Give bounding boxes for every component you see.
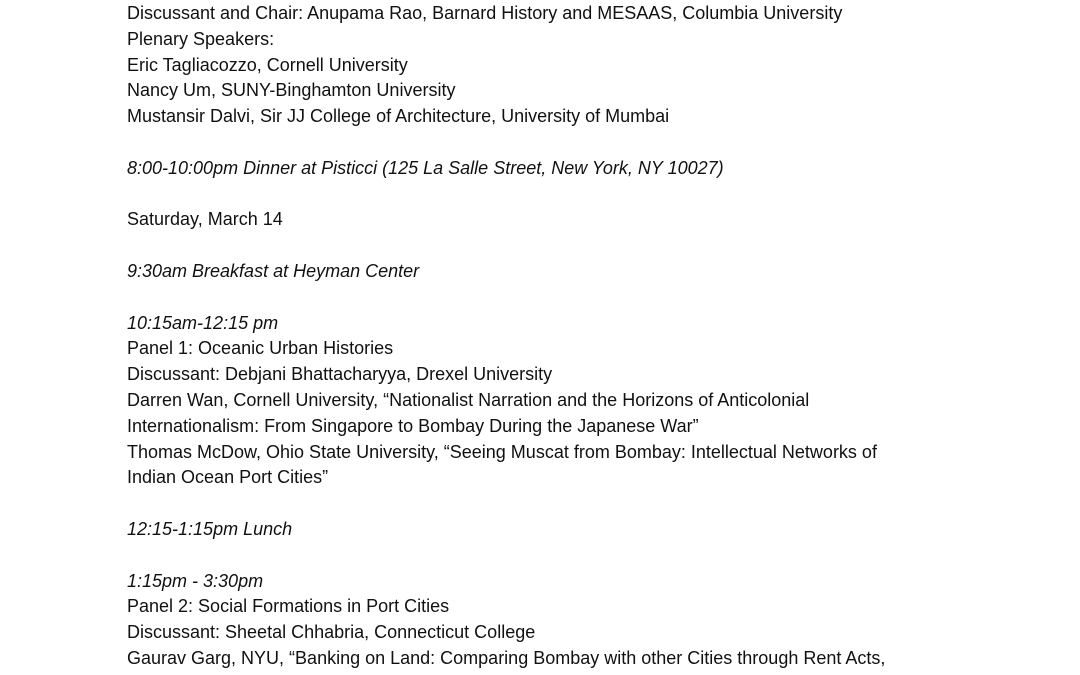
plenary-speaker: Mustansir Dalvi, Sir JJ College of Architecture, University of Mumbai <box>127 106 670 127</box>
document-page <box>127 1 1067 672</box>
panel1-title: Panel 1: Oceanic Urban Histories <box>127 338 394 359</box>
panel2-title: Panel 2: Social Formations in Port Cities <box>127 596 450 617</box>
discussant-chair-line: Discussant and Chair: Anupama Rao, Barnard History and MESAAS, Columbia University <box>127 3 843 23</box>
plenary-speakers-heading: Plenary Speakers: <box>127 28 275 49</box>
day-heading: Saturday, March 14 <box>127 209 283 230</box>
breakfast-line: 9:30am Breakfast at Heyman Center <box>127 260 420 281</box>
panel1-paper2-line2: Indian Ocean Port Cities” <box>127 467 329 488</box>
dinner-line: 8:00-10:00pm Dinner at Pisticci (125 La Salle Street, New York, NY 10027) <box>127 157 724 178</box>
plenary-speaker: Eric Tagliacozzo, Cornell University <box>127 54 408 75</box>
spacer <box>127 182 1067 208</box>
spacer <box>127 543 1067 569</box>
spacer <box>127 491 1067 517</box>
panel1-paper1-line1: Darren Wan, Cornell University, “Nationalist Narration and the Horizons of Anticolonial <box>127 389 810 410</box>
spacer <box>127 130 1067 156</box>
plenary-speaker: Nancy Um, SUNY-Binghamton University <box>127 80 456 101</box>
spacer <box>127 285 1067 311</box>
panel2-discussant: Discussant: Sheetal Chhabria, Connecticut College <box>127 622 536 643</box>
lunch-line: 12:15-1:15pm Lunch <box>127 518 293 539</box>
panel1-time: 10:15am-12:15 pm <box>127 312 279 333</box>
panel1-paper1-line2: Internationalism: From Singapore to Bombay During the Japanese War” <box>127 415 699 436</box>
spacer <box>127 233 1067 259</box>
panel2-paper1-line1: Gaurav Garg, NYU, “Banking on Land: Comparing Bombay with other Cities through Rent Acts, <box>127 647 886 668</box>
panel1-paper2-line1: Thomas McDow, Ohio State University, “Seeing Muscat from Bombay: Intellectual Networks of <box>127 441 877 462</box>
panel2-time: 1:15pm - 3:30pm <box>127 570 264 591</box>
panel1-discussant: Discussant: Debjani Bhattacharyya, Drexel University <box>127 364 553 385</box>
